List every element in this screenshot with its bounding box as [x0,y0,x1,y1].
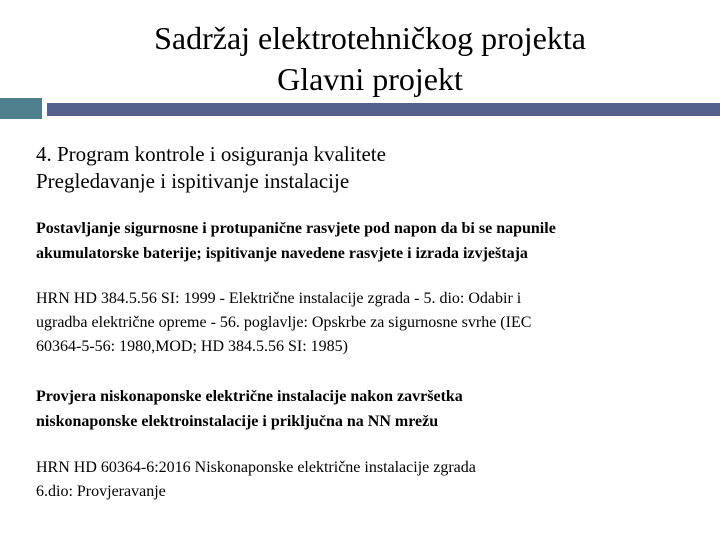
paragraph-lv-installation-check [36,384,706,434]
paragraph-standard-hrn-hd-384 [36,287,706,359]
paragraph-lv-installation-check-line-1: Provjera niskonaponske električne instalacije nakon završetka [36,388,463,405]
paragraph-emergency-lighting [36,216,706,266]
paragraph-lv-installation-check-line-2: niskonaponske elektroinstalacije i priključna na NN mrežu [36,413,439,430]
paragraph-standard-hrn-hd-60364-line-1: HRN HD 60364-6:2016 Niskonaponske električne instalacije zgrada [36,459,476,476]
slide-title-line-2: Glavni projekt [277,61,463,97]
title-accent-teal-bar [0,98,42,119]
paragraph-standard-hrn-hd-60364 [36,456,706,504]
paragraph-emergency-lighting-line-1: Postavljanje sigurnosne i protupanične rasvjete pod napon da bi se napunile [36,220,556,237]
paragraph-emergency-lighting-line-2: akumulatorske baterije; ispitivanje navedene rasvjete i izrada izvještaja [36,245,528,262]
paragraph-standard-hrn-hd-384-line-2: ugradba električne opreme - 56. poglavlje: Opskrbe za sigurnosne svrhe (IEC [36,314,532,331]
section-heading [36,141,706,195]
paragraph-standard-hrn-hd-384-line-1: HRN HD 384.5.56 SI: 1999 - Električne instalacije zgrada - 5. dio: Odabir i [36,290,522,307]
paragraph-standard-hrn-hd-60364-line-2: 6.dio: Provjeravanje [36,483,166,500]
paragraph-standard-hrn-hd-384-line-3: 60364-5-56: 1980,MOD; HD 384.5.56 SI: 1985) [36,338,348,355]
title-accent-blue-bar [47,103,720,116]
slide-title-line-1: Sadržaj elektrotehničkog projekta [154,20,586,56]
section-heading-line-2: Pregledavanje i ispitivanje instalacije [36,169,350,193]
section-heading-line-1: 4. Program kontrole i osiguranja kvalitete [36,142,386,166]
